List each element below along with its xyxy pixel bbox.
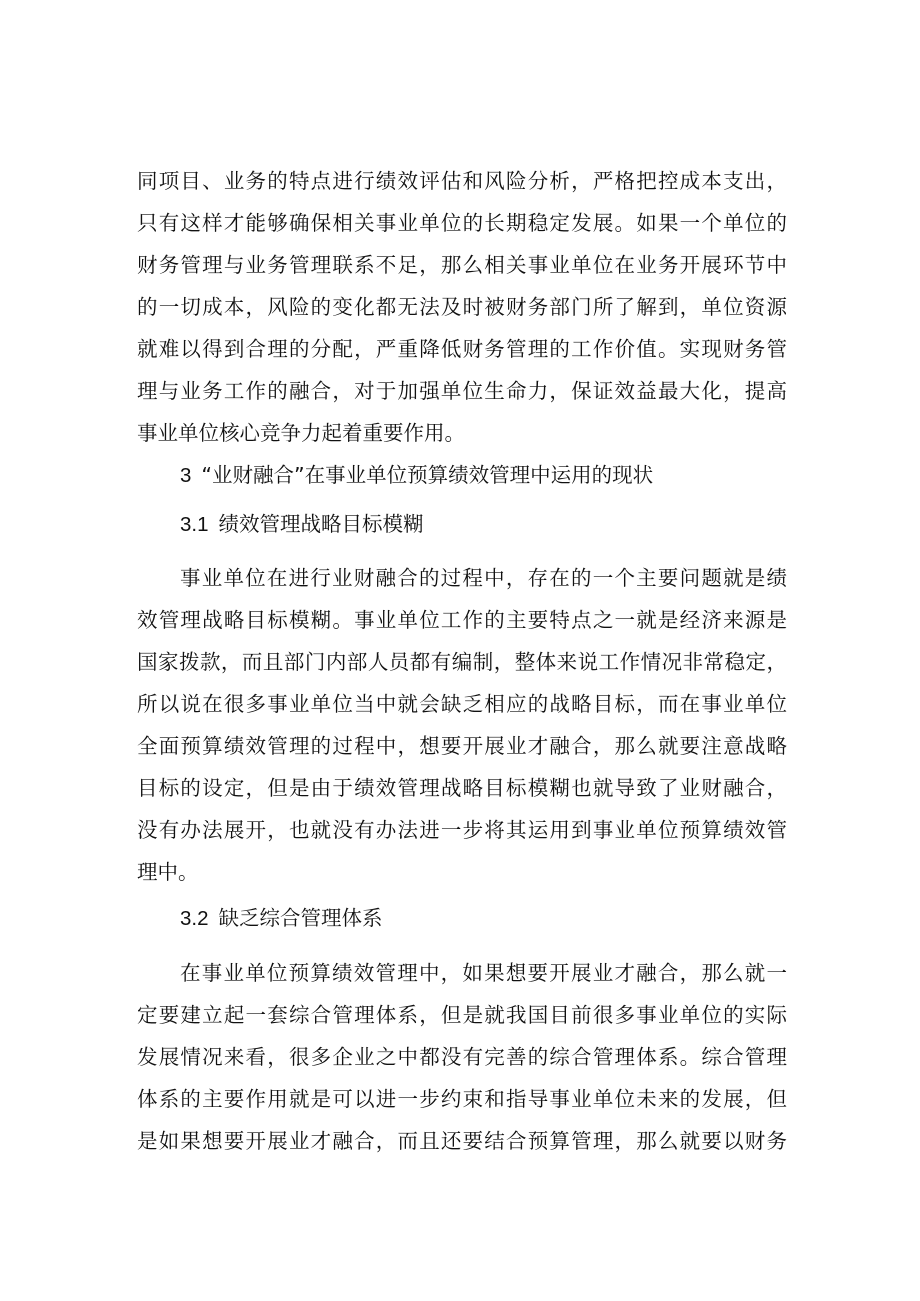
text-line: 理与业务工作的融合，对于加强单位生命力，保证效益最大化，提高 <box>137 379 787 403</box>
section-title: “业财融合”在事业单位预算绩效管理中运用的现状 <box>201 463 654 487</box>
section-3-heading <box>180 460 653 490</box>
text-line: 同项目、业务的特点进行绩效评估和风险分析，严格把控成本支出， <box>137 169 787 193</box>
section-number: 3.2 <box>180 907 209 930</box>
section-title: 缺乏综合管理体系 <box>218 906 383 930</box>
text-line: 理中。 <box>137 860 199 884</box>
section-number: 3.1 <box>180 513 209 536</box>
text-line: 发展情况来看，很多企业之中都没有完善的综合管理体系。综合管理 <box>137 1045 787 1069</box>
text-line: 的一切成本，风险的变化都无法及时被财务部门所了解到，单位资源 <box>137 295 787 319</box>
text-line: 全面预算绩效管理的过程中，想要开展业才融合，那么就要注意战略 <box>137 734 787 758</box>
text-line: 国家拨款，而且部门内部人员都有编制，整体来说工作情况非常稳定， <box>137 650 787 674</box>
text-line: 事业单位在进行业财融合的过程中，存在的一个主要问题就是绩 <box>180 566 787 590</box>
text-line: 体系的主要作用就是可以进一步约束和指导事业单位未来的发展，但 <box>137 1087 787 1111</box>
text-line: 定要建立起一套综合管理体系，但是就我国目前很多事业单位的实际 <box>137 1003 787 1027</box>
text-line: 效管理战略目标模糊。事业单位工作的主要特点之一就是经济来源是 <box>137 608 787 632</box>
text-line: 事业单位核心竞争力起着重要作用。 <box>137 421 465 445</box>
section-3-2-heading <box>180 903 383 933</box>
section-number: 3 <box>180 464 192 487</box>
text-line: 目标的设定，但是由于绩效管理战略目标模糊也就导致了业财融合， <box>137 776 787 800</box>
section-3-1-heading <box>180 509 424 539</box>
section-title: 绩效管理战略目标模糊 <box>218 512 424 536</box>
text-line: 在事业单位预算绩效管理中，如果想要开展业才融合，那么就一 <box>180 961 787 985</box>
text-line: 只有这样才能够确保相关事业单位的长期稳定发展。如果一个单位的 <box>137 211 787 235</box>
text-line: 就难以得到合理的分配，严重降低财务管理的工作价值。实现财务管 <box>137 337 787 361</box>
text-line: 财务管理与业务管理联系不足，那么相关事业单位在业务开展环节中 <box>137 253 787 277</box>
text-line: 是如果想要开展业才融合，而且还要结合预算管理，那么就要以财务 <box>137 1129 787 1153</box>
text-line: 所以说在很多事业单位当中就会缺乏相应的战略目标，而在事业单位 <box>137 692 787 716</box>
text-line: 没有办法展开，也就没有办法进一步将其运用到事业单位预算绩效管 <box>137 818 787 842</box>
